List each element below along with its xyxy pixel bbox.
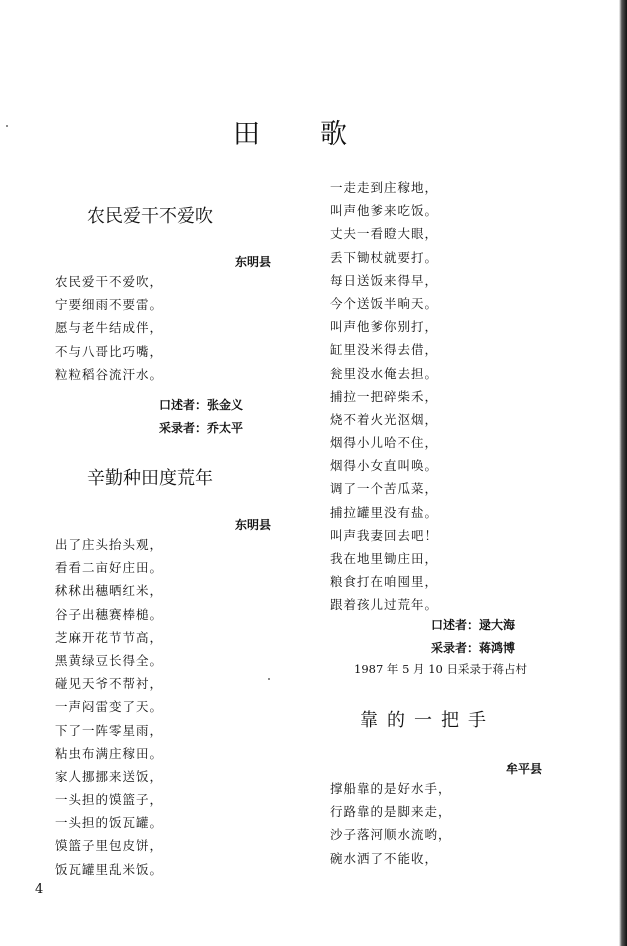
song-line: 丢下锄杖就要打。 xyxy=(330,249,439,265)
song-line: 粮食打在咱囤里， xyxy=(330,574,439,590)
song-line: 一头担的馍篮子， xyxy=(55,792,164,808)
song-line: 愿与老牛结成伴， xyxy=(55,320,164,336)
song-title: 农民爱干不爱吹 xyxy=(87,206,213,227)
scan-speck xyxy=(268,678,270,680)
song-line: 不与八哥比巧嘴， xyxy=(55,343,164,359)
song-line: 叫声我妻回去吧！ xyxy=(330,527,439,543)
song-line: 每日送饭来得早， xyxy=(330,272,439,288)
song-line: 沙子落河顺水流哟， xyxy=(330,827,452,843)
song-line: 下了一阵零星雨， xyxy=(55,722,164,738)
song-line: 出了庄头抬头观， xyxy=(55,537,164,552)
song-line: 看看二亩好庄田。 xyxy=(55,560,164,576)
song-line: 叫声他爹来吃饭。 xyxy=(330,203,439,219)
collector-credit: 采录者：乔太平 xyxy=(159,421,244,435)
song-line: 捕拉一把碎柴禾， xyxy=(330,388,439,404)
song-line: 调了一个苦瓜菜， xyxy=(330,481,439,497)
song-line: 馍篮子里包皮饼， xyxy=(55,838,164,854)
song-line: 秫秫出穗晒红米， xyxy=(55,583,164,599)
song-county: 东明县 xyxy=(235,518,272,532)
song-line: 粘虫布满庄稼田。 xyxy=(55,745,164,761)
song-lines xyxy=(55,533,163,881)
song-line: 一声闷雷变了天。 xyxy=(55,699,164,715)
song-line: 家人挪挪来送饭， xyxy=(55,768,164,784)
song-line: 谷子出穗赛棒槌。 xyxy=(55,606,164,622)
song-line: 粒粒稻谷流汗水。 xyxy=(55,366,164,382)
song-line: 宁要细雨不要雷。 xyxy=(55,297,164,313)
song-line: 行路靠的是脚来走， xyxy=(330,804,452,820)
song-line: 今个送饭半晌天。 xyxy=(330,295,439,311)
song-line: 我在地里锄庄田， xyxy=(330,551,439,566)
song-lines-continued xyxy=(330,176,438,617)
song-lines xyxy=(330,777,452,870)
collector-credit: 采录者：蒋鸿博 xyxy=(431,641,516,655)
song-line: 黑黄绿豆长得全。 xyxy=(55,652,164,668)
narrator-credit: 口述者：张金义 xyxy=(159,398,244,412)
song-line: 饭瓦罐里乱米饭。 xyxy=(55,861,164,877)
song-title: 靠的一把手 xyxy=(360,710,495,731)
song-line: 一走走到庄稼地， xyxy=(330,180,439,195)
song-line: 缸里没米得去借， xyxy=(330,342,439,358)
song-line: 一头担的饭瓦罐。 xyxy=(55,815,164,831)
song-county: 东明县 xyxy=(235,255,272,269)
song-line: 碰见天爷不帮衬， xyxy=(55,676,164,692)
song-line: 烟得小儿哈不住， xyxy=(330,435,439,451)
song-line: 叫声他爹你别打， xyxy=(330,319,439,335)
song-line: 烟得小女直叫唤。 xyxy=(330,458,439,474)
song-title: 辛勤种田度荒年 xyxy=(87,468,213,489)
page-title: 田歌 xyxy=(233,119,407,150)
narrator-credit: 口述者：逯大海 xyxy=(431,618,516,632)
song-line: 农民爱干不爱吹， xyxy=(55,274,164,289)
page-number: 4 xyxy=(35,882,44,897)
song-line: 烧不着火光沤烟， xyxy=(330,411,439,427)
song-line: 跟着孩儿过荒年。 xyxy=(330,597,439,613)
song-line: 碗水洒了不能收， xyxy=(330,850,439,866)
song-lines xyxy=(55,270,163,386)
song-county: 牟平县 xyxy=(506,762,543,776)
song-line: 撑船靠的是好水手， xyxy=(330,781,452,796)
song-line: 捕拉罐里没有盐。 xyxy=(330,504,439,520)
song-line: 丈夫一看瞪大眼， xyxy=(330,226,439,242)
song-line: 瓮里没水俺去担。 xyxy=(330,365,439,381)
song-line: 芝麻开花节节高， xyxy=(55,629,164,645)
collection-note: 1987 年 5 月 10 日采录于蒋占村 xyxy=(354,662,527,676)
page-edge-shadow xyxy=(619,0,627,946)
